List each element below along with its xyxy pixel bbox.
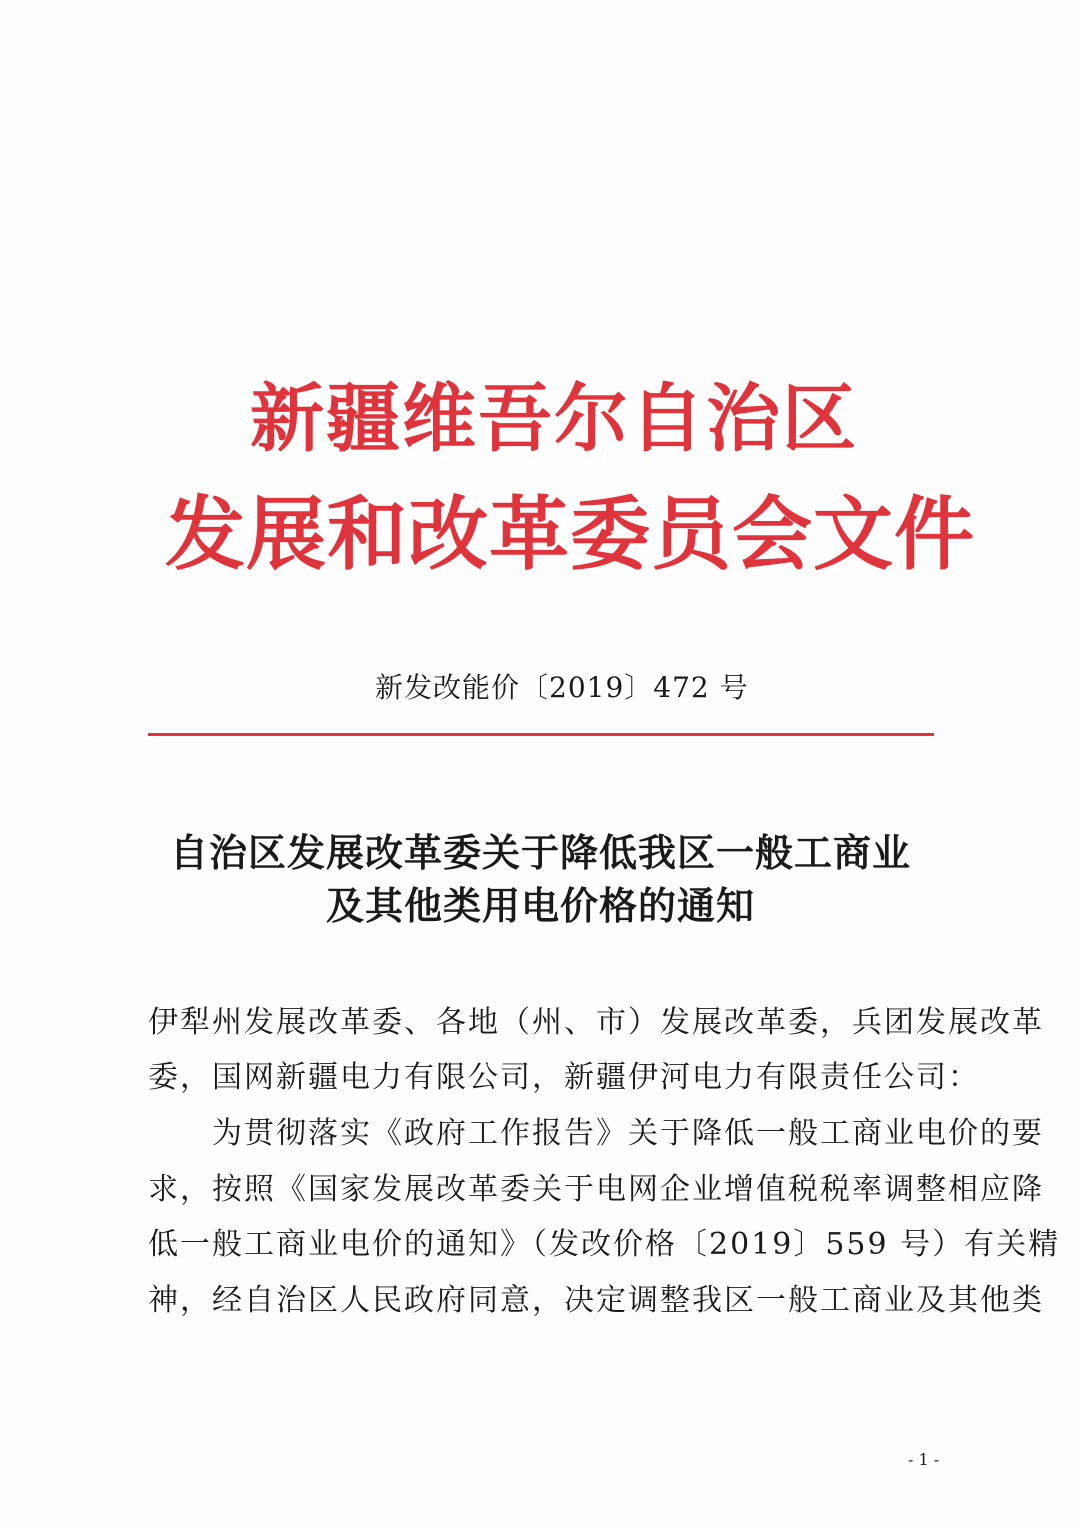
document-number: 新发改能价〔2019〕472 号 — [375, 671, 749, 704]
issuer-name-line1: 新疆维吾尔自治区 — [250, 376, 858, 462]
body-line-6: 神，经自治区人民政府同意，决定调整我区一般工商业及其他类 — [148, 1283, 1044, 1318]
notice-title-line1: 自治区发展改革委关于降低我区一般工商业 — [170, 830, 912, 875]
notice-title-line2: 及其他类用电价格的通知 — [326, 883, 756, 928]
body-line-2: 委，国网新疆电力有限公司，新疆伊河电力有限责任公司： — [148, 1060, 980, 1095]
body-line-4: 求，按照《国家发展改革委关于电网企业增值税税率调整相应降 — [148, 1172, 1044, 1207]
page-number: - 1 - — [908, 1450, 940, 1469]
body-line-5: 低一般工商业电价的通知》（发改价格〔2019〕559 号）有关精 — [148, 1227, 1061, 1262]
body-line-1: 伊犁州发展改革委、各地（州、市）发展改革委，兵团发展改革 — [148, 1005, 1044, 1040]
red-separator-rule — [148, 733, 934, 736]
issuer-name-line2: 发展和改革委员会文件 — [165, 487, 975, 581]
body-line-3: 为贯彻落实《政府工作报告》关于降低一般工商业电价的要 — [148, 1116, 1044, 1151]
